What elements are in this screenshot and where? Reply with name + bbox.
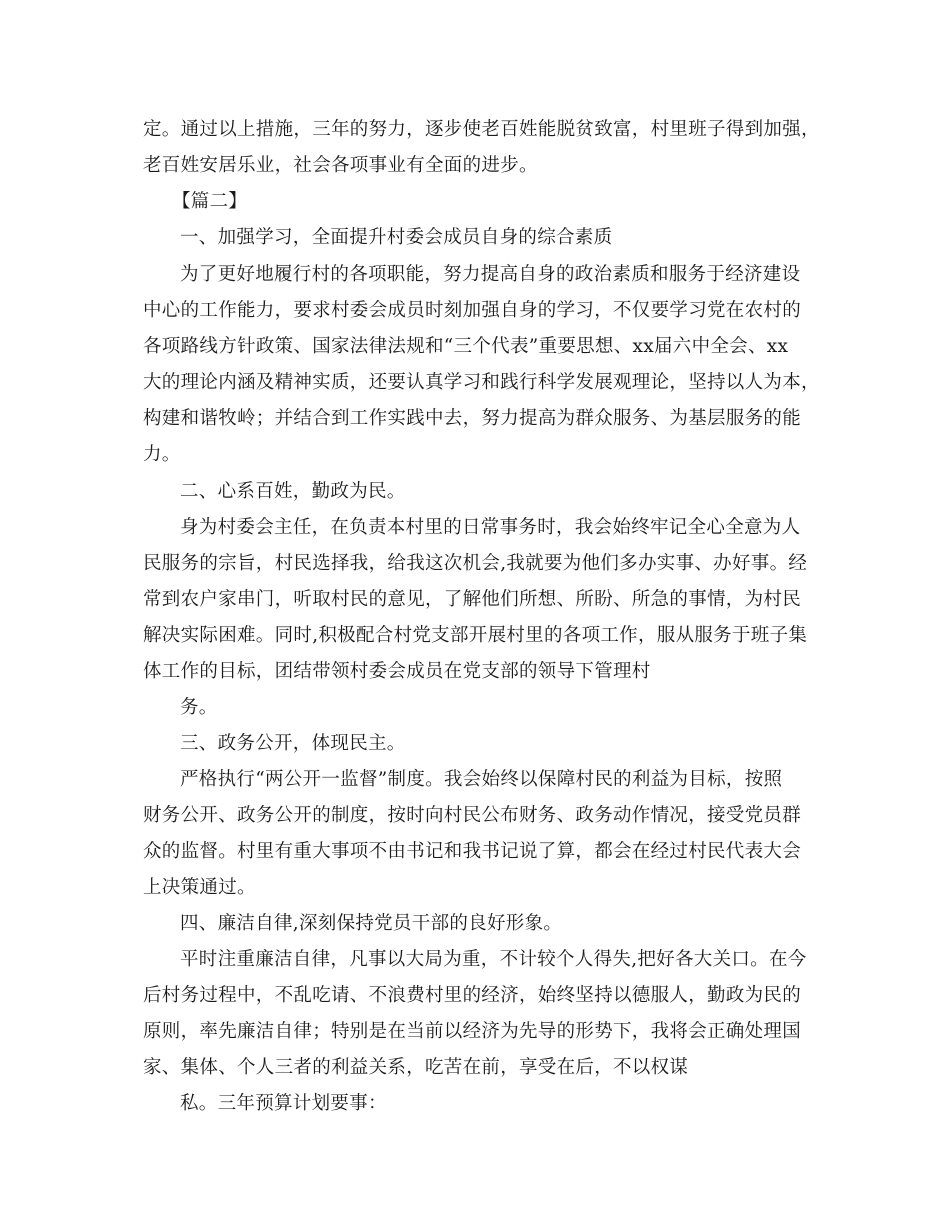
text-line: 为了更好地履行村的各项职能，努力提高自身的政治素质和服务于经济建设 [180, 264, 801, 285]
text-line: 务。 [180, 697, 218, 718]
text-line: 体工作的目标，团结带领村委会成员在党支部的领导下管理村 [143, 661, 651, 682]
text-line: 中心的工作能力，要求村委会成员时刻加强自身的学习，不仅要学习党在农村的 [143, 300, 802, 321]
text-line: 后村务过程中，不乱吃请、不浪费村里的经济，始终坚持以德服人，勤政为民的 [143, 985, 802, 1006]
text-line: 财务公开、政务公开的制度，按时向村民公布财务、政务动作情况，接受党员群 [143, 805, 802, 826]
text-line: 大的理论内涵及精神实质，还要认真学习和践行科学发展观理论，坚持以人为本， [143, 372, 820, 393]
text-line: 各项路线方针政策、国家法律法规和“三个代表”重要思想、xx届六中全会、xx [143, 336, 789, 357]
text-line: 严格执行“两公开一监督”制度。我会始终以保障村民的利益为目标，按照 [180, 769, 783, 790]
section-heading: 四、廉洁自律,深刻保持党员干部的良好形象。 [180, 913, 563, 934]
text-line: 家、集体、个人三者的利益关系，吃苦在前，享受在后，不以权谋 [143, 1057, 689, 1078]
text-line: 解决实际困难。同时,积极配合村党支部开展村里的各项工作，服从服务于班子集 [143, 625, 808, 646]
section-heading: 三、政务公开，体现民主。 [180, 733, 406, 754]
text-line: 民服务的宗旨，村民选择我，给我这次机会,我就要为他们多办实事、办好事。经 [143, 553, 808, 574]
text-line: 力。 [143, 444, 181, 465]
text-line: 定。通过以上措施，三年的努力，逐步使老百姓能脱贫致富，村里班子得到加强， [143, 119, 820, 140]
text-line: 原则，率先廉洁自律；特别是在当前以经济为先导的形势下，我将会正确处理国 [143, 1021, 802, 1042]
text-line: 上决策通过。 [143, 877, 256, 898]
text-line: 平时注重廉洁自律，凡事以大局为重，不计较个人得失,把好各大关口。在今 [180, 949, 807, 970]
text-line: 私。三年预算计划要事： [180, 1093, 387, 1114]
text-line: 身为村委会主任，在负责本村里的日常事务时，我会始终牢记全心全意为人 [180, 517, 801, 538]
text-line: 构建和谐牧岭；并结合到工作实践中去，努力提高为群众服务、为基层服务的能 [143, 408, 802, 429]
section-heading: 二、心系百姓，勤政为民。 [180, 481, 406, 502]
text-line: 众的监督。村里有重大事项不由书记和我书记说了算，都会在经过村民代表大会 [143, 841, 802, 862]
section-heading: 一、加强学习，全面提升村委会成员自身的综合素质 [180, 227, 613, 248]
text-line: 老百姓安居乐业，社会各项事业有全面的进步。 [143, 155, 538, 176]
section-heading: 【篇二】 [172, 191, 248, 212]
text-line: 常到农户家串门，听取村民的意见，了解他们所想、所盼、所急的事情，为村民 [143, 589, 802, 610]
